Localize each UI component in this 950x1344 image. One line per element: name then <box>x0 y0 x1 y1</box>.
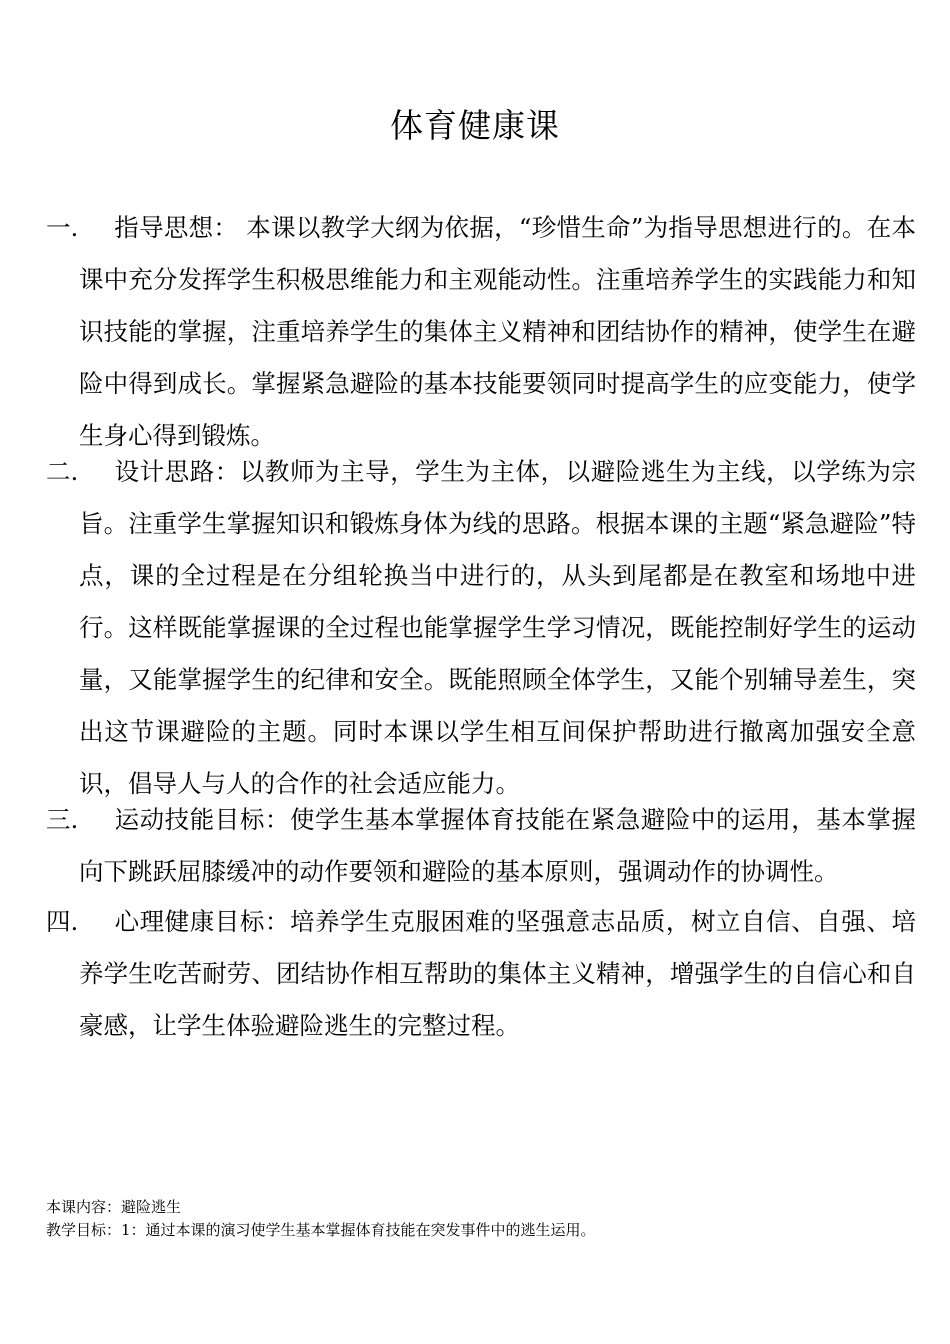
section-guiding-ideology <box>46 202 916 462</box>
section-text: 运动技能目标：使学生基本掌握体育技能在紧急避险中的运用，基本掌握向下跳跃屈膝缓冲的动作要领和避险的基本原则，强调动作的协调性。 <box>79 805 916 886</box>
section-text: 心理健康目标：培养学生克服困难的坚强意志品质，树立自信、自强、培养学生吃苦耐劳、团结协作相互帮助的集体主义精神，增强学生的自信心和自豪感，让学生体验避险逃生的完整过程。 <box>79 907 916 1040</box>
section-design-idea <box>46 446 916 810</box>
section-number: 三. <box>46 805 79 834</box>
lesson-content-line: 本课内容：避险逃生 <box>46 1198 182 1216</box>
teaching-goal-line: 教学目标：1：通过本课的演习使学生基本掌握体育技能在突发事件中的逃生运用。 <box>46 1221 596 1239</box>
section-text: 设计思路：以教师为主导，学生为主体，以避险逃生为主线，以学练为宗旨。注重学生掌握知识和锻炼身体为线的思路。根据本课的主题“紧急避险”特点，课的全过程是在分组轮换当中进行的，从头到尾都是在教室和场地中进行。这样既能掌握课的全过程也能掌握学生学习情况，既能控制好学生的运动量，又能掌握学生的纪律和安全。既能照顾全体学生，又能个别辅导差生，突出这节课避险的主题。同时本课以学生相互间保护帮助进行撤离加强安全意识，倡导人与人的合作的社会适应能力。 <box>79 457 916 798</box>
section-number: 二. <box>46 457 79 486</box>
section-mental-health-goal <box>46 896 916 1052</box>
section-text: 指导思想： 本课以教学大纲为依据，“珍惜生命”为指导思想进行的。在本课中充分发挥学生积极思维能力和主观能动性。注重培养学生的实践能力和知识技能的掌握，注重培养学生的集体主义精神和团结协作的精神，使学生在避险中得到成长。掌握紧急避险的基本技能要领同时提高学生的应变能力，使学生身心得到锻炼。 <box>79 213 916 450</box>
section-number: 四. <box>46 907 79 936</box>
document-title: 体育健康课 <box>390 106 560 145</box>
section-number: 一. <box>46 213 79 242</box>
section-motor-skill-goal <box>46 794 916 898</box>
